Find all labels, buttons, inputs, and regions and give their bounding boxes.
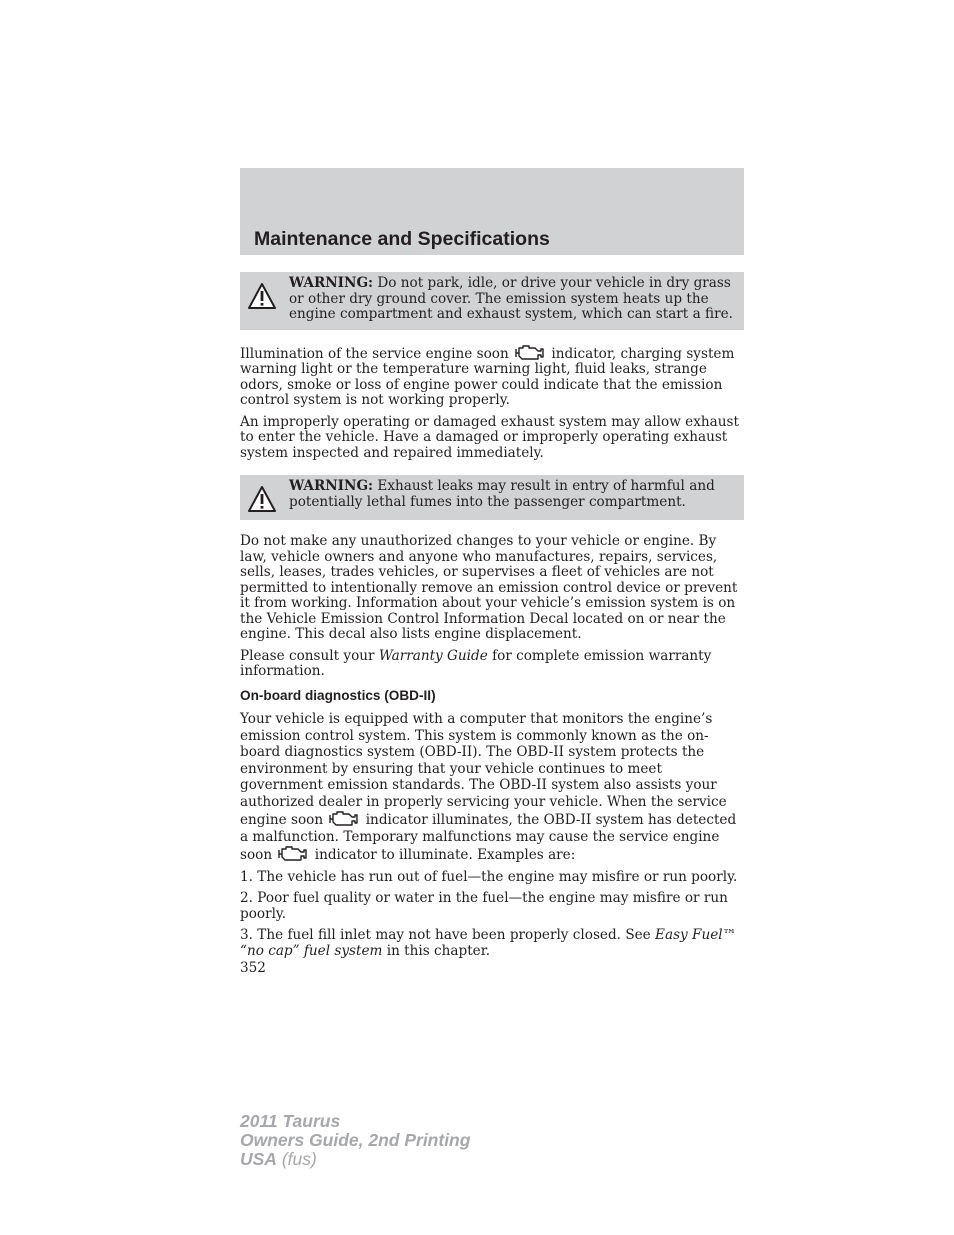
warning-body: Do not park, idle, or drive your vehicle in dry grass or other dry ground cover. The emission system heats up the engine compartment and exhaust system, which can start a fire. [289, 275, 733, 322]
page-number: 352 [240, 960, 266, 976]
text-run: indicator, charging system warning light or the temperature warning light, fluid leaks, strange odors, smoke or loss of engine power could indicate that the emission control system is not working properly. [240, 345, 735, 408]
list-item: 1. The vehicle has run out of fuel—the engine may misfire or run poorly. [240, 868, 738, 885]
warning-label: WARNING: [289, 478, 374, 494]
text-run: Your vehicle is equipped with a computer that monitors the engine’s emission control system. This system is commonly known as the on-board diagnostics system (OBD-II). The OBD-II system protects the environment by ensuring that your vehicle continues to meet government emission standards. The OBD-II system also assists your authorized dealer in properly servicing your vehicle. When the service engine soon [240, 711, 727, 828]
text-run: Illumination of the service engine soon [240, 345, 514, 362]
check-engine-icon [327, 810, 361, 828]
warning-label: WARNING: [289, 275, 374, 291]
warning-box-exhaust [240, 475, 744, 520]
text-run: Please consult your [240, 647, 379, 664]
footer-region: USA [240, 1149, 277, 1169]
footer-line-region [240, 1150, 470, 1169]
text-run: for complete emission warranty information. [240, 647, 712, 679]
warning-triangle-icon [247, 485, 277, 513]
footer-edition [240, 1112, 470, 1169]
text-run: in this chapter. [382, 942, 491, 959]
check-engine-icon [513, 344, 547, 362]
easy-fuel-reference: Easy Fuel™ “no cap” fuel system [240, 927, 737, 959]
text-run: 3. The fuel fill inlet may not have been properly closed. See [240, 927, 656, 943]
list-item [240, 928, 744, 959]
check-engine-icon [276, 845, 310, 863]
paragraph-unauthorized-changes: Do not make any unauthorized changes to your vehicle or engine. By law, vehicle owners and anyone who manufactures, repairs, services, sells, leases, trades vehicles, or supervises a fleet of vehicles are not permitted to intentionally remove an emission control device or prevent it from working. Information about your vehicle’s emission system is on the Vehicle Emission Control Information Decal located on or near the engine. This decal also lists engine displacement. [240, 533, 738, 642]
warning-body: Exhaust leaks may result in entry of harmful and potentially lethal fumes into the passenger compartment. [289, 478, 715, 510]
section-header-band [240, 168, 744, 255]
footer-line-guide: Owners Guide, 2nd Printing [240, 1130, 471, 1150]
warranty-guide-title: Warranty Guide [378, 647, 488, 664]
paragraph-illumination [240, 344, 744, 409]
text-run: indicator to illuminate. Examples are: [310, 847, 576, 863]
text-run: indicator illuminates, the OBD-II system has detected a malfunction. Temporary malfunctions may cause the service engine soon [240, 812, 737, 863]
footer-line-model: 2011 Taurus [240, 1111, 341, 1131]
list-item: 2. Poor fuel quality or water in the fuel—the engine may misfire or run poorly. [240, 890, 728, 922]
paragraph-warranty [240, 649, 744, 680]
page-content [240, 272, 744, 977]
paragraph-obd [240, 711, 744, 864]
footer-region-code: (fus) [276, 1149, 317, 1169]
warning-text [247, 479, 736, 513]
subheading-obd: On-board diagnostics (OBD-II) [240, 687, 436, 703]
paragraph-exhaust: An improperly operating or damaged exhaust system may allow exhaust to enter the vehicle. Have a damaged or improperly operating exhaust system inspected and repaired immediately. [240, 413, 739, 461]
warning-box-fire [240, 272, 744, 330]
warning-triangle-icon [247, 282, 277, 310]
warning-text [247, 276, 736, 323]
section-title: Maintenance and Specifications [254, 228, 550, 250]
